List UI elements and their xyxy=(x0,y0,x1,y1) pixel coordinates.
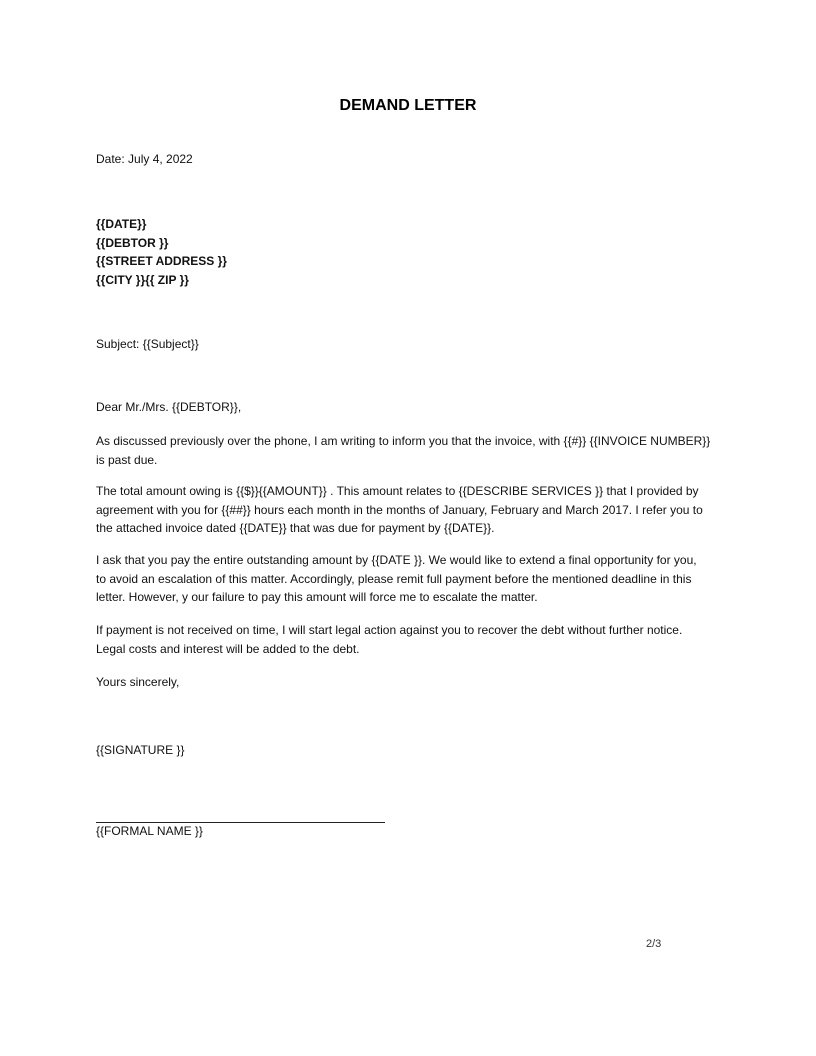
closing-line: Yours sincerely, xyxy=(96,675,180,689)
page-number: 2/3 xyxy=(646,938,662,950)
paragraph-line: to avoid an escalation of this matter. Accordingly, please remit full payment before the mentioned deadline in this xyxy=(96,571,692,586)
paragraph-line: the attached invoice dated {{DATE}} that was due for payment by {{DATE}}. xyxy=(96,521,495,535)
formal-name-placeholder: {{FORMAL NAME }} xyxy=(96,824,203,838)
date-line: Date: July 4, 2022 xyxy=(96,152,193,166)
address-city-zip: {{CITY }}{{ ZIP }} xyxy=(96,272,189,287)
paragraph-line: As discussed previously over the phone, I am writing to inform you that the invoice, with {{#}} {{INVOICE NUMBER}} xyxy=(96,434,711,448)
paragraph-line: is past due. xyxy=(96,452,158,467)
paragraph-line: The total amount owing is {{$}}{{AMOUNT}} . This amount relates to {{DESCRIBE SERVICES }} that I provided by xyxy=(96,484,699,498)
signature-placeholder: {{SIGNATURE }} xyxy=(96,743,185,757)
paragraph-line: If payment is not received on time, I will start legal action against you to recover the debt without further notice. xyxy=(96,623,683,637)
paragraph-legal-action xyxy=(96,621,724,658)
address-debtor: {{DEBTOR }} xyxy=(96,235,169,250)
paragraph-payment-request xyxy=(96,551,724,607)
paragraph-amount-owing xyxy=(96,482,724,538)
paragraph-line: agreement with you for {{##}} hours each month in the months of January, February and March 2017. I refer you to xyxy=(96,502,703,517)
salutation: Dear Mr./Mrs. {{DEBTOR}}, xyxy=(96,400,242,414)
paragraph-line: Legal costs and interest will be added to the debt. xyxy=(96,641,360,656)
document-title: DEMAND LETTER xyxy=(339,97,477,114)
address-date: {{DATE}} xyxy=(96,217,147,231)
address-street: {{STREET ADDRESS }} xyxy=(96,254,227,268)
paragraph-invoice-overdue xyxy=(96,432,724,469)
paragraph-line: letter. However, y our failure to pay this amount will force me to escalate the matter. xyxy=(96,590,538,604)
paragraph-line: I ask that you pay the entire outstanding amount by {{DATE }}. We would like to extend a final opportunity for you, xyxy=(96,553,697,567)
subject-line: Subject: {{Subject}} xyxy=(96,337,199,351)
